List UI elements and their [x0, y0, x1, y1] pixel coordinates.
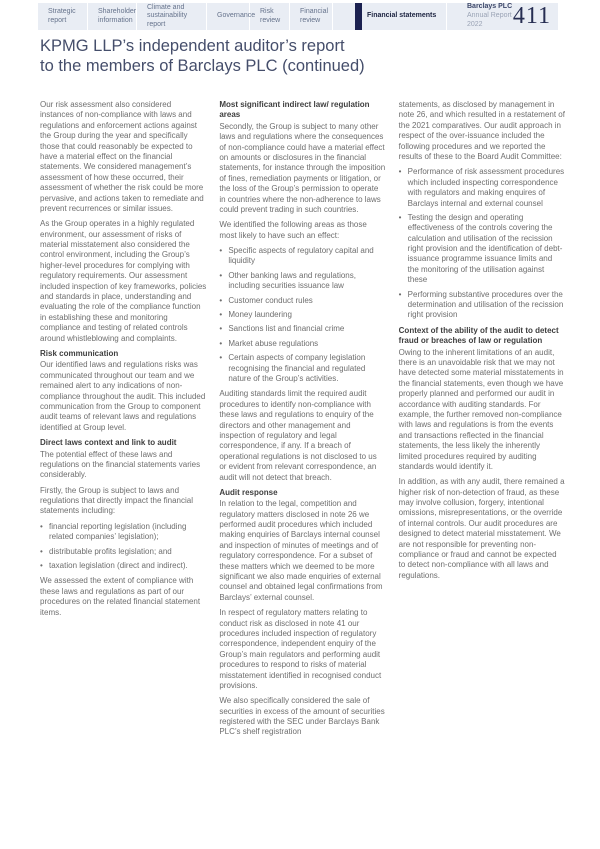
bullet-item: • Performance of risk assessment procedures which included inspecting correspondence with regulators and making enquires of Barclays internal and external counsel: [399, 167, 565, 209]
text-column-3: [399, 100, 565, 743]
bullet-item: • Customer conduct rules: [219, 296, 385, 306]
bullet-item: • distributable profits legislation; and: [40, 547, 206, 557]
bullet-item: • Other banking laws and regulations, including securities issuance law: [219, 271, 385, 292]
tab-strategic-report[interactable]: [38, 3, 88, 30]
tab-financial-statements[interactable]: [355, 3, 447, 30]
paragraph: In addition, as with any audit, there remained a higher risk of non-detection of fraud, as these may involve collusion, forgery, intentional omissions, misrepresentations, or the override of internal controls. Our audit procedures are designed to detect material misstatement. We are not responsible for preventing non-compliance or fraud and cannot be expected to detect non-compliance with all laws and regulations.: [398, 477, 565, 580]
tab-risk-review[interactable]: [250, 3, 290, 30]
content-columns: [40, 100, 565, 743]
paragraph: The potential effect of these laws and regulations on the financial statements varies considerably.: [40, 449, 201, 480]
tab-label: Risk review: [260, 8, 281, 24]
text-column-1: [40, 100, 206, 743]
tab-climate-and-sustainability-report[interactable]: [137, 3, 207, 30]
header-tabs: [38, 3, 558, 30]
paragraph: Our risk assessment also considered instances of non-compliance with laws and regulations and enforcement actions against the Group during the year and specifically those that could reasonably be expected to have a material effect on the financial statements. We considered management’s assessment of how these occurred, their assessment of whether the risk could be more pervasive, and actions taken to remediate and prevent recurrences or similar issues.: [40, 100, 204, 213]
brand-cell: [447, 3, 558, 30]
bullet-list: [40, 522, 206, 572]
bullet-item: • Specific aspects of regulatory capital and liquidity: [219, 246, 385, 267]
brand-subtitle: Annual Report 2022: [467, 12, 512, 28]
section-heading: Audit response: [219, 487, 278, 497]
tab-label: Climate and sustainability report: [147, 4, 188, 28]
tab-label: Strategic report: [48, 8, 76, 24]
paragraph: We identified the following areas as those most likely to have such an effect:: [219, 220, 367, 240]
paragraph: As the Group operates in a highly regulated environment, our assessment of risks of material misstatement also considered the control environment, including the Group’s higher-level procedures for complying with regulatory requirements. Our assessment included inspection of key frameworks, policies and standards in place, understanding and evaluating the role of the compliance function in establishing these and monitoring compliance and testing of related controls around whistleblowing and complaints.: [40, 219, 207, 343]
section-heading: Most significant indirect law/ regulation areas: [219, 100, 370, 120]
bullet-item: • Money laundering: [219, 310, 385, 320]
brand-block: [467, 3, 513, 29]
paragraph: Firstly, the Group is subject to laws and regulations that directly impact the financial statements including:: [40, 485, 193, 516]
page-title-line1: KPMG LLP’s independent auditor’s report: [40, 37, 345, 55]
text-column-2: [219, 100, 385, 743]
tab-label: Financial statements: [367, 12, 437, 20]
bullet-item: • Performing substantive procedures over the determination and utilisation of the recission right provision: [399, 290, 565, 321]
bullet-list: [219, 246, 385, 384]
bullet-item: • Sanctions list and financial crime: [219, 324, 385, 334]
paragraph: statements, as disclosed by management in note 26, and which resulted in a restatement of the 2021 comparatives. Our audit approach in respect of the over-issuance included the following procedures and we reported the results of these to the Board Audit Committee:: [398, 100, 565, 161]
section-heading: Direct laws context and link to audit: [40, 438, 177, 448]
paragraph: Auditing standards limit the required audit procedures to identify non-compliance with these laws and regulations to enquiry of the directors and other management and inspection of regulatory and legal correspondence, if any. If a breach of operational regulations is not disclosed to us or evident from relevant correspondence, an audit will not detect that breach.: [219, 389, 377, 482]
paragraph: Secondly, the Group is subject to many other laws and regulations where the consequences of non-compliance could have a material effect on amounts or disclosures in the financial statements, for instance through the imposition of fines, remediation payments or litigation, or the loss of the Group’s permission to operate in countries where the non-adherence to laws could prevent trading in such countries.: [219, 121, 386, 214]
bullet-item: • Market abuse regulations: [219, 339, 385, 349]
tab-label: Financial review: [300, 8, 329, 24]
active-tab-indicator: [355, 3, 362, 30]
tab-label: Shareholder information: [98, 8, 137, 24]
tab-financial-review[interactable]: [290, 3, 333, 30]
paragraph: We assessed the extent of compliance with these laws and regulations as part of our procedures on the related financial statement items.: [40, 576, 201, 617]
paragraph: We also specifically considered the sale of securities in excess of the amount of securities registered with the SEC under Barclays Bank PLC’s shelf registration: [219, 696, 385, 737]
bullet-item: • Testing the design and operating effectiveness of the controls covering the calculation and utilisation of the recission right provision and the identification of debt-issuance programme issuance limits and the monitoring of the utilisation against these: [399, 213, 565, 286]
page-title: [40, 36, 520, 76]
bullet-list: [399, 167, 565, 320]
section-heading: Context of the ability of the audit to detect fraud or breaches of law or regulation: [398, 325, 559, 346]
tab-governance[interactable]: [207, 3, 256, 30]
brand-name: Barclays PLC: [467, 3, 513, 11]
bullet-item: • taxation legislation (direct and indirect).: [40, 561, 206, 571]
paragraph: Our identified laws and regulations risks was communicated throughout our team and we remained alert to any indications of non-compliance throughout the audit. This included communication from the Group to component audit teams of relevant laws and regulations identified at Group level.: [40, 360, 206, 432]
bullet-item: • financial reporting legislation (including related companies’ legislation);: [40, 522, 206, 543]
page-title-line2: to the members of Barclays PLC (continued): [40, 57, 365, 76]
page-number: 411: [512, 3, 551, 29]
tab-shareholder-information[interactable]: [88, 3, 137, 30]
section-heading: Risk communication: [40, 348, 119, 358]
bullet-item: • Certain aspects of company legislation recognising the financial and regulated nature of the Group’s activities.: [219, 353, 385, 384]
tab-label: Governance: [217, 12, 256, 20]
paragraph: In relation to the legal, competition and regulatory matters disclosed in note 26 we performed audit procedures which included making enquiries of Barclays internal counsel and inspection of minutes of meetings and of regulatory correspondence. For a subset of these matters which we deemed to be more significant we also made enquiries of external counsel and obtained legal confirmations from Barclays’ external counsel.: [219, 499, 383, 602]
paragraph: Owing to the inherent limitations of an audit, there is an unavoidable risk that we may not have detected some material misstatements in the financial statements, even though we have properly planned and performed our audit in accordance with auditing standards. For example, the further removed non-compliance with laws and regulations is from the events and transactions reflected in the financial statements, the less likely the inherently limited procedures required by auditing standards would identify it.: [398, 347, 564, 471]
paragraph: In respect of regulatory matters relating to conduct risk as disclosed in note 41 our procedures included inspection of regulatory correspondence, independent enquiry of the Group’s main regulators and performing audit procedures to respond to risks of material misstatement identified in recognised conduct provisions.: [219, 608, 382, 690]
